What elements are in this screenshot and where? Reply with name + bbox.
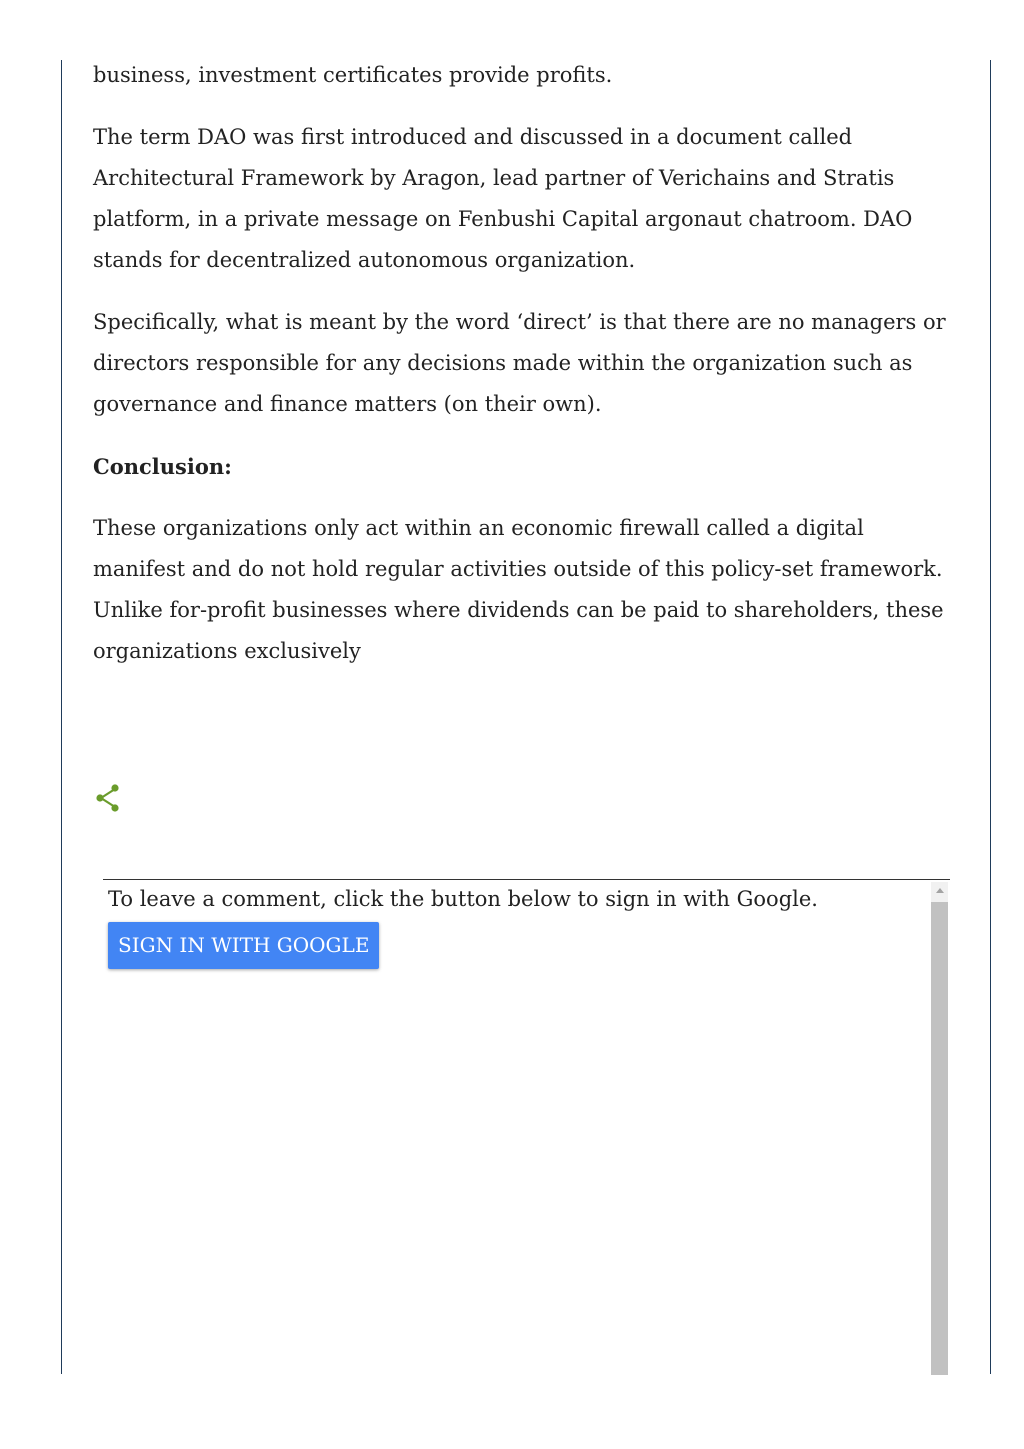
article-paragraph: business, investment certificates provide profits. (93, 63, 613, 87)
sign-in-with-google-button[interactable]: SIGN IN WITH GOOGLE (108, 922, 379, 969)
conclusion-paragraph: These organizations only act within an economic firewall called a digital manifest and do not hold regular activities outside of this policy-set framework. Unlike for-profit businesses where dividends can be paid to shareholders, these organizations exclusively (93, 516, 944, 663)
conclusion-heading: Conclusion: (93, 454, 232, 479)
article-body (93, 55, 953, 693)
scroll-up-arrow-icon[interactable] (931, 882, 948, 899)
comment-signin-prompt: To leave a comment, click the button below to sign in with Google. (108, 887, 818, 911)
comments-scrollbar[interactable] (931, 882, 948, 1375)
scrollbar-thumb[interactable] (931, 902, 948, 1375)
article-paragraph: The term DAO was first introduced and discussed in a document called Architectural Framework by Aragon, lead partner of Verichains and Stratis platform, in a private message on Fenbushi Capital argonaut chatroom. DAO stands for decentralized autonomous organization. (93, 125, 913, 272)
share-icon[interactable] (93, 782, 125, 814)
comments-frame (103, 879, 950, 1374)
article-paragraph: Specifically, what is meant by the word ‘direct’ is that there are no managers or directors responsible for any decisions made within the organization such as governance and finance matters (on their own). (93, 310, 946, 416)
